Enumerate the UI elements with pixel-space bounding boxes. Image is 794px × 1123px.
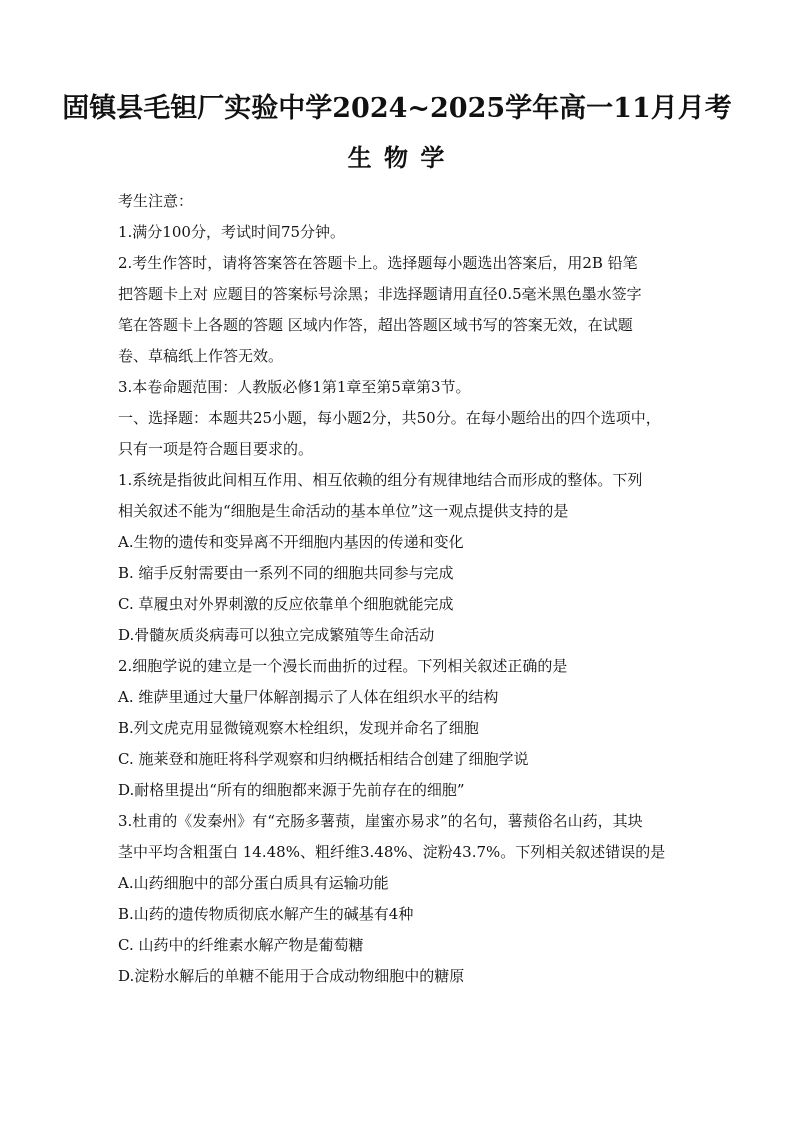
question-2-option-c: C. 施莱登和施旺将科学观察和归纳概括相结合创建了细胞学说: [118, 750, 529, 768]
question-1-option-a: A.生物的遗传和变异离不开细胞内基因的传递和变化: [118, 533, 464, 551]
question-2-stem: 2.细胞学说的建立是一个漫长而曲折的过程。下列相关叙述正确的是: [118, 657, 568, 675]
question-3-option-b: B.山药的遗传物质彻底水解产生的碱基有4种: [118, 905, 414, 923]
question-3-option-d: D.淀粉水解后的单糖不能用于合成动物细胞中的糖原: [118, 967, 465, 985]
notice-heading: 考生注意：: [118, 192, 194, 210]
question-2-option-a: A. 维萨里通过大量尸体解剖揭示了人体在组织水平的结构: [118, 688, 499, 706]
notice-item: 卷、草稿纸上作答无效。: [118, 347, 284, 365]
question-3-stem: 茎中平均含粗蛋白 14.48%、粗纤维3.48%、淀粉43.7%。下列相关叙述错误的是: [118, 843, 666, 861]
notice-item: 笔在答题卡上各题的答题 区域内作答，超出答题区域书写的答案无效，在试题: [118, 316, 633, 334]
question-1-stem: 相关叙述不能为“细胞是生命活动的基本单位”这一观点提供支持的是: [118, 502, 569, 520]
question-2-option-b: B.列文虎克用显微镜观察木栓组织，发现并命名了细胞: [118, 719, 479, 737]
question-1-stem: 1.系统是指彼此间相互作用、相互依赖的组分有规律地结合而形成的整体。下列: [118, 471, 643, 489]
notice-item: 3.本卷命题范围：人教版必修1第1章至第5章第3节。: [118, 378, 471, 396]
section-instruction: 只有一项是符合题目要求的。: [118, 440, 314, 458]
question-1-option-c: C. 草履虫对外界刺激的反应依靠单个细胞就能完成: [118, 595, 454, 613]
question-3-option-c: C. 山药中的纤维素水解产物是葡萄糖: [118, 936, 364, 954]
section-instruction: 一、选择题：本题共25小题，每小题2分，共50分。在每小题给出的四个选项中，: [118, 409, 661, 427]
notice-item: 2.考生作答时，请将答案答在答题卡上。选择题每小题选出答案后，用2B 铅笔: [118, 254, 638, 272]
question-1-option-b: B. 缩手反射需要由一系列不同的细胞共同参与完成: [118, 564, 454, 582]
notice-item: 把答题卡上对 应题目的答案标号涂黑；非选择题请用直径0.5毫米黑色墨水签字: [118, 285, 642, 303]
notice-item: 1.满分100分，考试时间75分钟。: [118, 223, 346, 241]
question-3-stem: 3.杜甫的《发秦州》有“充肠多薯蓣，崖蜜亦易求”的名句，薯蓣俗名山药，其块: [118, 812, 643, 830]
exam-title: 固镇县毛钽厂实验中学2024~2025学年高一11月月考: [62, 93, 732, 124]
subject-title: 生 物 学: [347, 143, 447, 172]
question-1-option-d: D.骨髓灰质炎病毒可以独立完成繁殖等生命活动: [118, 626, 435, 644]
question-3-option-a: A.山药细胞中的部分蛋白质具有运输功能: [118, 874, 389, 892]
question-2-option-d: D.耐格里提出“所有的细胞都来源于先前存在的细胞”: [118, 781, 465, 799]
